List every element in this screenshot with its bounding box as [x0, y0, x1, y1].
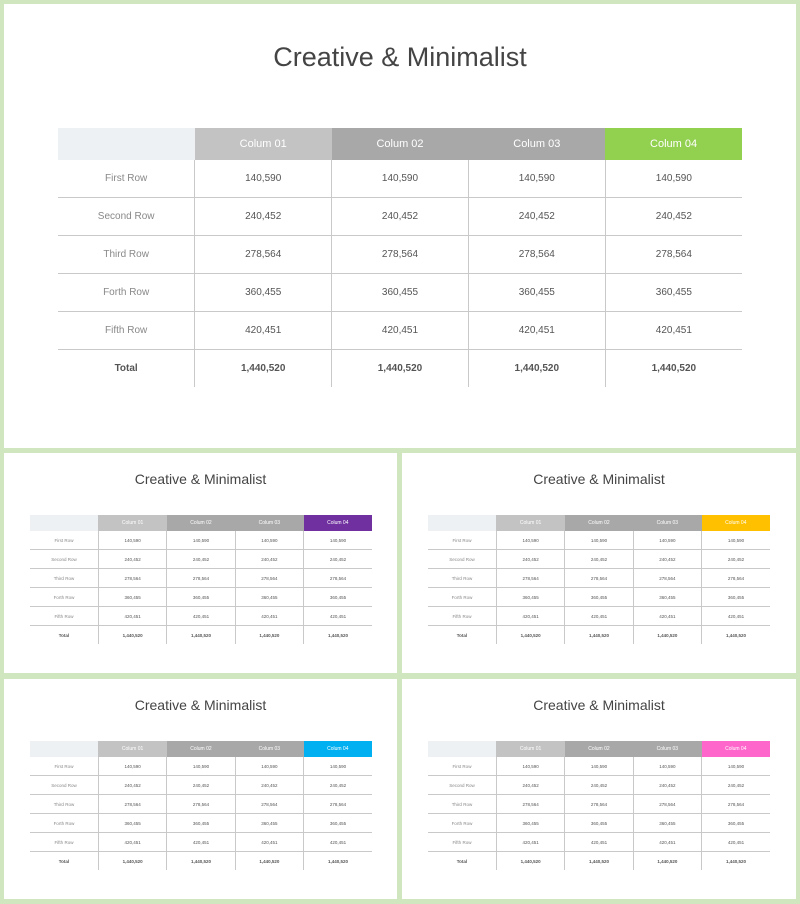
- table-row: [30, 531, 372, 550]
- row-label: First Row: [428, 757, 496, 776]
- table-row: [58, 160, 742, 198]
- column-header: Colum 03: [235, 741, 303, 757]
- total-value: 1,440,520: [702, 626, 770, 645]
- table-header-row: [428, 741, 770, 757]
- row-label: Fifth Row: [428, 607, 496, 626]
- total-row: [30, 626, 372, 645]
- table-row: [428, 607, 770, 626]
- header-corner-cell: [30, 741, 98, 757]
- cell-value: 140,590: [98, 531, 166, 550]
- cell-value: 360,455: [565, 814, 633, 833]
- cell-value: 278,564: [167, 795, 235, 814]
- total-value: 1,440,520: [496, 852, 564, 871]
- column-header: Colum 04: [702, 515, 770, 531]
- table-row: [428, 550, 770, 569]
- cell-value: 240,452: [98, 550, 166, 569]
- slide-green: [4, 4, 796, 448]
- table-row: [30, 569, 372, 588]
- cell-value: 240,452: [167, 550, 235, 569]
- cell-value: 140,590: [304, 531, 372, 550]
- header-corner-cell: [30, 515, 98, 531]
- cell-value: 278,564: [605, 236, 742, 274]
- table-row: [30, 607, 372, 626]
- cell-value: 420,451: [702, 833, 770, 852]
- cell-value: 278,564: [235, 569, 303, 588]
- column-header: Colum 04: [304, 741, 372, 757]
- table-row: [428, 776, 770, 795]
- cell-value: 278,564: [235, 795, 303, 814]
- row-label: Third Row: [30, 795, 98, 814]
- row-label: Third Row: [428, 795, 496, 814]
- cell-value: 240,452: [496, 550, 564, 569]
- total-row: [428, 852, 770, 871]
- column-header: Colum 01: [496, 741, 564, 757]
- total-value: 1,440,520: [633, 852, 701, 871]
- row-label: Forth Row: [428, 588, 496, 607]
- cell-value: 360,455: [496, 588, 564, 607]
- row-label: Forth Row: [428, 814, 496, 833]
- table-row: [428, 757, 770, 776]
- row-label: Second Row: [30, 776, 98, 795]
- table-row: [30, 833, 372, 852]
- total-value: 1,440,520: [565, 626, 633, 645]
- total-row: [30, 852, 372, 871]
- column-header: Colum 01: [195, 128, 332, 160]
- cell-value: 360,455: [235, 814, 303, 833]
- column-header: Colum 02: [167, 741, 235, 757]
- table-header-row: [30, 741, 372, 757]
- cell-value: 240,452: [702, 550, 770, 569]
- cell-value: 360,455: [167, 588, 235, 607]
- cell-value: 240,452: [195, 198, 332, 236]
- cell-value: 420,451: [468, 312, 605, 350]
- total-value: 1,440,520: [167, 852, 235, 871]
- column-header: Colum 03: [633, 515, 701, 531]
- cell-value: 278,564: [565, 795, 633, 814]
- row-label: Fifth Row: [58, 312, 195, 350]
- cell-value: 420,451: [98, 607, 166, 626]
- total-value: 1,440,520: [304, 852, 372, 871]
- cell-value: 360,455: [565, 588, 633, 607]
- row-label: Third Row: [58, 236, 195, 274]
- cell-value: 360,455: [98, 814, 166, 833]
- row-label: First Row: [58, 160, 195, 198]
- cell-value: 240,452: [633, 550, 701, 569]
- cell-value: 240,452: [235, 550, 303, 569]
- row-label: Second Row: [30, 550, 98, 569]
- cell-value: 360,455: [468, 274, 605, 312]
- header-corner-cell: [58, 128, 195, 160]
- cell-value: 360,455: [195, 274, 332, 312]
- total-row: [428, 626, 770, 645]
- cell-value: 240,452: [605, 198, 742, 236]
- cell-value: 360,455: [304, 814, 372, 833]
- cell-value: 278,564: [304, 569, 372, 588]
- table-row: [30, 550, 372, 569]
- table-header-row: [58, 128, 742, 160]
- table-row: [30, 757, 372, 776]
- cell-value: 360,455: [605, 274, 742, 312]
- column-header: Colum 03: [633, 741, 701, 757]
- cell-value: 278,564: [468, 236, 605, 274]
- cell-value: 420,451: [235, 833, 303, 852]
- cell-value: 140,590: [235, 757, 303, 776]
- row-label: Forth Row: [30, 814, 98, 833]
- table-row: [30, 588, 372, 607]
- cell-value: 140,590: [167, 531, 235, 550]
- cell-value: 420,451: [496, 607, 564, 626]
- cell-value: 240,452: [332, 198, 469, 236]
- column-header: Colum 02: [565, 515, 633, 531]
- cell-value: 140,590: [702, 531, 770, 550]
- cell-value: 240,452: [496, 776, 564, 795]
- cell-value: 240,452: [235, 776, 303, 795]
- cell-value: 140,590: [633, 757, 701, 776]
- cell-value: 278,564: [565, 569, 633, 588]
- table-row: [428, 588, 770, 607]
- cell-value: 420,451: [565, 607, 633, 626]
- cell-value: 240,452: [468, 198, 605, 236]
- cell-value: 278,564: [98, 569, 166, 588]
- cell-value: 140,590: [468, 160, 605, 198]
- column-header: Colum 01: [496, 515, 564, 531]
- row-label: First Row: [30, 531, 98, 550]
- cell-value: 420,451: [633, 607, 701, 626]
- total-value: 1,440,520: [332, 350, 469, 388]
- table-header-row: [428, 515, 770, 531]
- row-label: Second Row: [428, 550, 496, 569]
- cell-value: 240,452: [565, 550, 633, 569]
- slide-title: Creative & Minimalist: [134, 471, 267, 487]
- column-header: Colum 01: [98, 515, 166, 531]
- cell-value: 360,455: [167, 814, 235, 833]
- column-header: Colum 03: [235, 515, 303, 531]
- cell-value: 420,451: [496, 833, 564, 852]
- slide-pink: [402, 679, 796, 899]
- cell-value: 360,455: [235, 588, 303, 607]
- cell-value: 360,455: [702, 588, 770, 607]
- slide-orange: [402, 453, 796, 673]
- cell-value: 278,564: [633, 795, 701, 814]
- total-value: 1,440,520: [496, 626, 564, 645]
- cell-value: 420,451: [167, 607, 235, 626]
- cell-value: 420,451: [195, 312, 332, 350]
- cell-value: 420,451: [304, 833, 372, 852]
- cell-value: 240,452: [633, 776, 701, 795]
- row-label: First Row: [428, 531, 496, 550]
- cell-value: 140,590: [98, 757, 166, 776]
- cell-value: 278,564: [332, 236, 469, 274]
- column-header: Colum 02: [167, 515, 235, 531]
- table-row: [58, 236, 742, 274]
- slide-title: Creative & Minimalist: [273, 42, 527, 72]
- table-row: [30, 814, 372, 833]
- row-label: Fifth Row: [30, 607, 98, 626]
- total-value: 1,440,520: [633, 626, 701, 645]
- column-header: Colum 02: [565, 741, 633, 757]
- cell-value: 140,590: [235, 531, 303, 550]
- table-row: [428, 531, 770, 550]
- row-label: Third Row: [428, 569, 496, 588]
- cell-value: 420,451: [605, 312, 742, 350]
- cell-value: 240,452: [565, 776, 633, 795]
- table-row: [428, 833, 770, 852]
- cell-value: 360,455: [702, 814, 770, 833]
- total-value: 1,440,520: [167, 626, 235, 645]
- slide-purple: [4, 453, 397, 673]
- table-row: [428, 569, 770, 588]
- column-header: Colum 04: [702, 741, 770, 757]
- table-header-row: [30, 515, 372, 531]
- cell-value: 278,564: [496, 569, 564, 588]
- cell-value: 140,590: [496, 757, 564, 776]
- cell-value: 420,451: [98, 833, 166, 852]
- column-header: Colum 04: [605, 128, 742, 160]
- data-table: [58, 128, 742, 387]
- cell-value: 140,590: [702, 757, 770, 776]
- total-value: 1,440,520: [304, 626, 372, 645]
- total-label: Total: [456, 858, 468, 864]
- cell-value: 240,452: [702, 776, 770, 795]
- cell-value: 278,564: [702, 795, 770, 814]
- cell-value: 278,564: [167, 569, 235, 588]
- cell-value: 360,455: [633, 814, 701, 833]
- row-label: First Row: [30, 757, 98, 776]
- header-corner-cell: [428, 515, 496, 531]
- total-label: Total: [58, 632, 70, 638]
- cell-value: 420,451: [167, 833, 235, 852]
- total-value: 1,440,520: [235, 852, 303, 871]
- cell-value: 420,451: [565, 833, 633, 852]
- cell-value: 240,452: [167, 776, 235, 795]
- total-value: 1,440,520: [565, 852, 633, 871]
- total-label: Total: [58, 858, 70, 864]
- slide-title: Creative & Minimalist: [533, 697, 665, 713]
- total-label: Total: [114, 363, 138, 374]
- table-row: [58, 274, 742, 312]
- total-label: Total: [456, 632, 468, 638]
- row-label: Fifth Row: [428, 833, 496, 852]
- cell-value: 240,452: [98, 776, 166, 795]
- row-label: Forth Row: [58, 274, 195, 312]
- total-value: 1,440,520: [235, 626, 303, 645]
- cell-value: 140,590: [633, 531, 701, 550]
- slide-title: Creative & Minimalist: [533, 471, 665, 487]
- table-row: [428, 795, 770, 814]
- header-corner-cell: [428, 741, 496, 757]
- row-label: Second Row: [58, 198, 195, 236]
- row-label: Third Row: [30, 569, 98, 588]
- cell-value: 420,451: [304, 607, 372, 626]
- cell-value: 140,590: [167, 757, 235, 776]
- cell-value: 360,455: [304, 588, 372, 607]
- cell-value: 140,590: [605, 160, 742, 198]
- data-table: [428, 741, 770, 870]
- table-row: [30, 776, 372, 795]
- cell-value: 420,451: [702, 607, 770, 626]
- column-header: Colum 01: [98, 741, 166, 757]
- data-table: [30, 515, 372, 644]
- cell-value: 278,564: [496, 795, 564, 814]
- data-table: [30, 741, 372, 870]
- table-row: [428, 814, 770, 833]
- cell-value: 240,452: [304, 776, 372, 795]
- cell-value: 140,590: [332, 160, 469, 198]
- slide-blue: [4, 679, 397, 899]
- total-value: 1,440,520: [702, 852, 770, 871]
- cell-value: 278,564: [195, 236, 332, 274]
- cell-value: 360,455: [98, 588, 166, 607]
- cell-value: 140,590: [565, 757, 633, 776]
- cell-value: 420,451: [332, 312, 469, 350]
- cell-value: 360,455: [633, 588, 701, 607]
- total-value: 1,440,520: [605, 350, 742, 388]
- total-value: 1,440,520: [195, 350, 332, 388]
- cell-value: 140,590: [195, 160, 332, 198]
- total-value: 1,440,520: [98, 852, 166, 871]
- total-value: 1,440,520: [98, 626, 166, 645]
- slide-title: Creative & Minimalist: [134, 697, 267, 713]
- table-row: [58, 312, 742, 350]
- row-label: Forth Row: [30, 588, 98, 607]
- cell-value: 420,451: [633, 833, 701, 852]
- cell-value: 140,590: [565, 531, 633, 550]
- cell-value: 240,452: [304, 550, 372, 569]
- column-header: Colum 03: [468, 128, 605, 160]
- total-value: 1,440,520: [468, 350, 605, 388]
- table-row: [30, 795, 372, 814]
- total-row: [58, 350, 742, 388]
- cell-value: 420,451: [235, 607, 303, 626]
- data-table: [428, 515, 770, 644]
- table-row: [58, 198, 742, 236]
- cell-value: 278,564: [304, 795, 372, 814]
- row-label: Fifth Row: [30, 833, 98, 852]
- cell-value: 140,590: [496, 531, 564, 550]
- cell-value: 140,590: [304, 757, 372, 776]
- cell-value: 360,455: [496, 814, 564, 833]
- cell-value: 278,564: [702, 569, 770, 588]
- column-header: Colum 02: [332, 128, 469, 160]
- row-label: Second Row: [428, 776, 496, 795]
- cell-value: 278,564: [633, 569, 701, 588]
- cell-value: 360,455: [332, 274, 469, 312]
- cell-value: 278,564: [98, 795, 166, 814]
- column-header: Colum 04: [304, 515, 372, 531]
